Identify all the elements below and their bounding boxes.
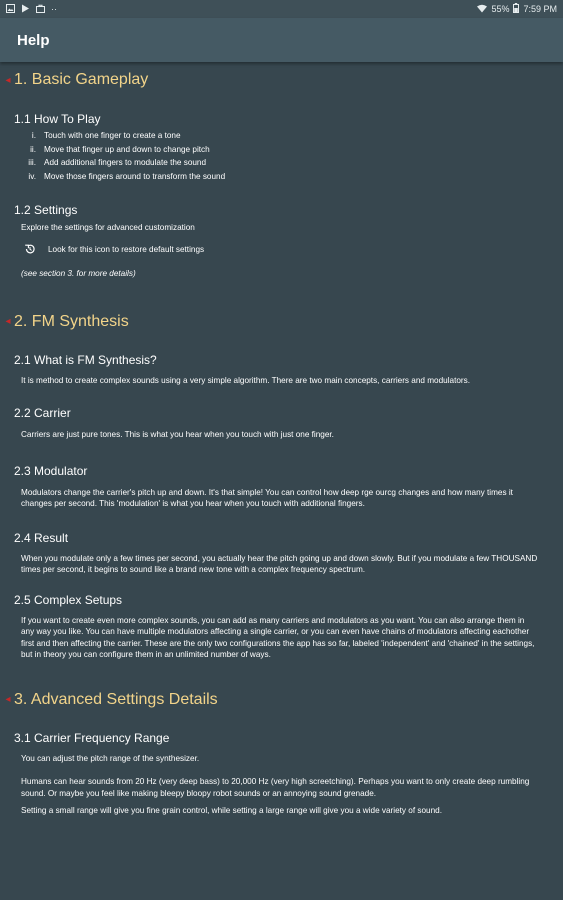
- play-store-icon: [21, 4, 30, 15]
- more-notifications-icon: ··: [51, 3, 57, 14]
- paragraph: If you want to create even more complex sounds, you can add as many carriers and modulators as you want. You can also arrange them in any way you like. You can have multiple modulators affecting a single carrier, or you can even have chains of modulators affecting eachother first and then affecting the carrier. These are the only two configurations the app has so far, labeled 'independent' and 'chained' in the settings, but in theory you can configure them in an unlimited number of ways.: [21, 615, 535, 660]
- shop-icon: [36, 4, 45, 15]
- list-item: i. Touch with one finger to create a tone: [31, 131, 181, 140]
- subsection-title: 2.3 Modulator: [14, 463, 88, 478]
- subsection-title: 3.1 Carrier Frequency Range: [14, 730, 170, 745]
- paragraph: When you modulate only a few times per second, you actually hear the pitch going up and down slowly. But if you modulate a few THOUSAND times per second, it begins to sound like a brand new tone with a complex frequency spectrum.: [21, 553, 538, 575]
- section-advanced-settings[interactable]: [2, 691, 549, 709]
- paragraph: Humans can hear sounds from 20 Hz (very deep bass) to 20,000 Hz (very high screetching). Perhaps you want to only create deep rumbling sound. Or maybe you feel like making bleepy bloopy robot sounds or an annoying sound grenade.: [21, 777, 530, 798]
- collapse-arrow-icon[interactable]: ◂: [5, 316, 11, 328]
- clock: 7:59 PM: [523, 4, 557, 14]
- paragraph: Modulators change the carrier's pitch up and down. It's that simple! You can control how deep rge ourcg changes and how many times it changes per second. This 'modulation' is what you hear when you touch with additional fingers.: [21, 487, 513, 509]
- subsection-title: 2.2 Carrier: [14, 406, 71, 421]
- subsection-title: 1.1 How To Play: [14, 112, 101, 126]
- collapse-arrow-icon[interactable]: ◂: [5, 74, 11, 86]
- status-system: [477, 3, 557, 15]
- subsection-title: 1.2 Settings: [14, 202, 78, 217]
- paragraph: Explore the settings for advanced customization: [21, 222, 195, 232]
- battery-percent: 55%: [491, 4, 510, 14]
- section-fm-synthesis[interactable]: [2, 313, 549, 331]
- list-item: iv. Move those fingers around to transform the sound: [28, 172, 226, 182]
- collapse-arrow-icon[interactable]: ◂: [5, 694, 11, 706]
- paragraph: You can adjust the pitch range of the synthesizer.: [21, 753, 200, 763]
- status-bar: [0, 0, 563, 18]
- wifi-icon: [477, 4, 487, 15]
- restore-hint-text: Look for this icon to restore default settings: [48, 244, 205, 254]
- note: (see section 3. for more details): [21, 269, 136, 279]
- section-title: 1. Basic Gameplay: [14, 71, 149, 88]
- paragraph: Carriers are just pure tones. This is what you hear when you touch with just one finger.: [21, 430, 334, 440]
- battery-icon: [513, 3, 519, 15]
- app-bar: [0, 18, 563, 62]
- status-notifications: [6, 4, 57, 15]
- paragraph: Setting a small range will give you fine grain control, while setting a large range will give you a wide variety of sound.: [21, 806, 442, 816]
- how-to-play-list: [14, 129, 549, 184]
- list-item: ii. Move that finger up and down to change pitch: [30, 144, 210, 154]
- page-title: Help: [17, 31, 50, 49]
- restore-hint: [14, 242, 549, 256]
- subsection-title: 2.1 What is FM Synthesis?: [14, 352, 157, 367]
- restore-icon: [23, 242, 37, 256]
- subsection-title: 2.5 Complex Setups: [14, 592, 123, 607]
- gallery-icon: [6, 4, 15, 15]
- paragraph: It is method to create complex sounds using a very simple algorithm. There are two main concepts, carriers and modulators.: [21, 375, 471, 385]
- section-title: 3. Advanced Settings Details: [14, 690, 218, 708]
- subsection-title: 2.4 Result: [14, 530, 69, 545]
- list-item: iii. Add additional fingers to modulate the sound: [28, 158, 207, 168]
- help-content[interactable]: [0, 71, 563, 817]
- section-title: 2. FM Synthesis: [14, 312, 129, 330]
- section-basic-gameplay[interactable]: [2, 71, 549, 89]
